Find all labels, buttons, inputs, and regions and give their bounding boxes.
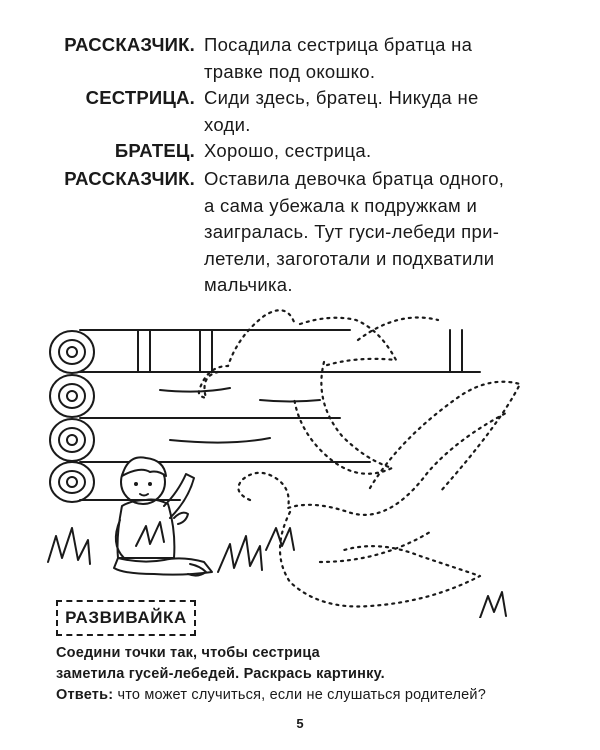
speaker-name: РАССКАЗЧИК.: [64, 34, 195, 55]
speaker-name: РАССКАЗЧИК.: [64, 168, 195, 189]
dialogue-text: [204, 138, 554, 165]
play-dialogue: [0, 32, 600, 306]
text-line: Хорошо, сестрица.: [204, 140, 372, 161]
log-wall-image: [50, 330, 480, 502]
answer-question: [56, 685, 556, 706]
text-line: а сама убежала к подружкам и: [204, 194, 478, 216]
boy-image: [114, 457, 212, 575]
dialogue-line: [0, 85, 600, 138]
speaker-name: СЕСТРИЦА.: [85, 87, 195, 108]
task-line: Соедини точки так, чтобы сестрица: [56, 645, 320, 661]
log-end-image: [50, 462, 94, 502]
speaker-name: БРАТЕЦ.: [114, 140, 195, 161]
dialogue-text: [204, 32, 554, 85]
answer-label: Ответь:: [56, 687, 114, 703]
dialogue-text: [204, 166, 554, 299]
text-line: ходи.: [204, 113, 251, 135]
dialogue-text: [204, 85, 554, 138]
text-line: Посадила сестрица братца на: [204, 34, 473, 55]
text-line: мальчика.: [204, 274, 293, 295]
dialogue-line: [0, 32, 600, 85]
log-end-image: [50, 331, 94, 373]
text-line: летели, загоготали и подхватили: [204, 247, 495, 269]
text-line: травке под окошко.: [204, 60, 376, 82]
log-end-image: [50, 375, 94, 417]
text-line: Сиди здесь, братец. Никуда не: [204, 87, 479, 108]
goose-bottom-dotted-image: [238, 382, 520, 607]
activity-task: [56, 643, 556, 685]
dialogue-line: [0, 166, 600, 306]
text-line: Оставила девочка братца одного,: [204, 168, 505, 189]
task-line: заметила гусей-лебедей. Раскрась картинку.: [56, 666, 385, 682]
answer-text: что может случиться, если не слушаться родителей?: [113, 687, 486, 703]
coloring-illustration: [40, 300, 560, 618]
text-line: заигралась. Тут гуси-лебеди при-: [204, 221, 500, 242]
activity-badge-label: РАЗВИВАЙКА: [65, 608, 187, 627]
log-end-image: [50, 419, 94, 461]
dialogue-line: [0, 138, 600, 166]
page-number: 5: [296, 716, 304, 731]
goose-top-dotted-image: [199, 310, 438, 474]
activity-badge: [56, 600, 196, 636]
